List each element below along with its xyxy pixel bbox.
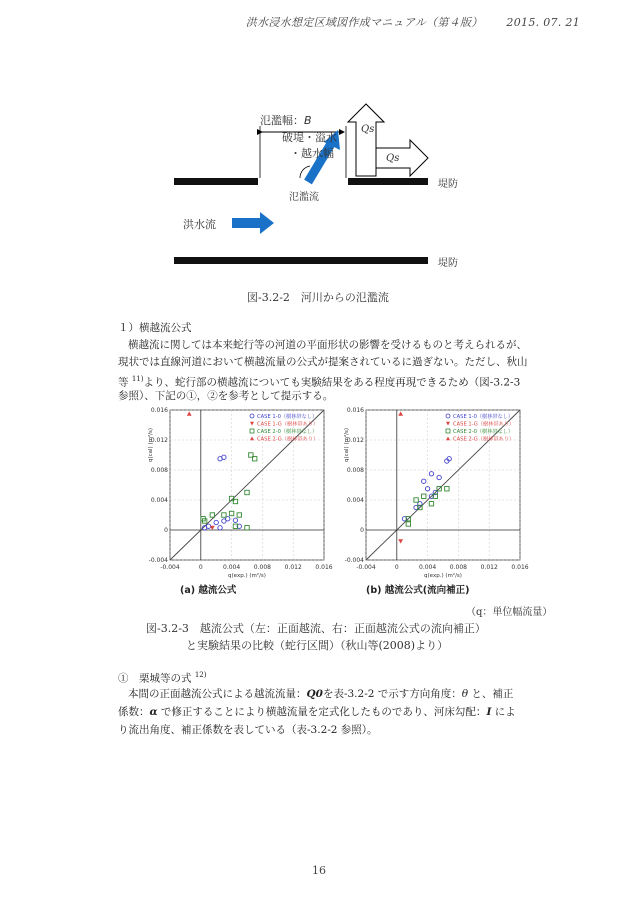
x-tick-label: 0.012 bbox=[480, 564, 498, 571]
legend-label: CASE 1-G（樹林帯あり） bbox=[453, 421, 515, 428]
header-title: 洪水浸水想定区域図作成マニュアル（第４版） bbox=[245, 16, 483, 29]
x-tick-label: 0.012 bbox=[284, 564, 302, 571]
sub-line-1: 本間の正面越流公式による越流流量：Q0を表-3.2-2 で示す方向角度：θ と、補正 bbox=[128, 688, 514, 700]
breach-label-2: ・越水幅 bbox=[290, 147, 334, 160]
sub-line-3: り流出角度、補正係数を表している（表-3.2-2 参照）。 bbox=[118, 724, 378, 736]
y-tick-label: 0.008 bbox=[150, 467, 168, 474]
figure2-caption-2: と実験結果の比較（蛇行区間）（秋山等(2008)より） bbox=[186, 639, 449, 652]
x-tick-label: 0.008 bbox=[253, 564, 271, 571]
para-line-1: 横越流に関しては本来蛇行等の河道の平面形状の影響を受けるものと考えられるが、 bbox=[128, 339, 527, 351]
legend-label: CASE 2-G（樹林帯あり） bbox=[453, 436, 515, 443]
para-line-3: 等 $^{11)}$より、蛇行部の横越流についても実験結果をある程度再現できるため（図-3.2-3 bbox=[118, 375, 521, 389]
scatter-plots bbox=[144, 404, 544, 602]
x-tick-label: 0.004 bbox=[223, 564, 241, 571]
y-tick-label: 0.016 bbox=[346, 407, 364, 414]
y-tick-label: 0.004 bbox=[346, 497, 364, 504]
legend-label: CASE 2-0（樹林帯なし） bbox=[257, 429, 318, 435]
flood-flow-arrow bbox=[232, 212, 274, 234]
x-axis-label: q(exp.) (m²/s) bbox=[424, 573, 462, 579]
x-tick-label: 0.016 bbox=[315, 564, 333, 571]
qs-up-label: Qs bbox=[361, 124, 375, 135]
x-tick-label: -0.004 bbox=[160, 564, 180, 571]
legend-label: CASE 2-G（樹林帯あり） bbox=[257, 436, 319, 443]
sub-line-2: 係数：α で修正することにより横越流量を定式化したものであり、河床勾配：I によ bbox=[118, 706, 516, 718]
y-tick-label: -0.004 bbox=[344, 557, 364, 564]
x-tick-label: 0.004 bbox=[419, 564, 437, 571]
y-tick-label: 0.004 bbox=[150, 497, 168, 504]
y-tick-label: 0.012 bbox=[150, 437, 168, 444]
legend-label: CASE 2-0（樹林帯なし） bbox=[453, 429, 514, 435]
y-axis-label: q(cal) (m²/s) bbox=[148, 427, 154, 463]
page-header bbox=[246, 14, 580, 30]
levee-bottom bbox=[174, 257, 428, 264]
levee-bottom-label: 堤防 bbox=[438, 258, 458, 269]
y-tick-label: 0 bbox=[360, 527, 364, 534]
plot-title: (b) 越流公式(流向補正) bbox=[366, 585, 470, 596]
section-heading: １）横越流公式 bbox=[118, 322, 192, 334]
width-label: 氾濫幅：B bbox=[260, 114, 312, 127]
breach-label-1: 破堤・溢水 bbox=[282, 131, 337, 144]
y-tick-label: 0 bbox=[164, 527, 168, 534]
y-axis-label: q(cal) (m²/s) bbox=[344, 427, 350, 463]
qs-right-arrow bbox=[376, 140, 428, 176]
overflow-diagram bbox=[160, 96, 480, 271]
para-line-2: 現状では直線河道において横越流量の公式が提案されているに過ぎない。ただし、秋山 bbox=[118, 356, 528, 368]
y-tick-label: 0.008 bbox=[346, 467, 364, 474]
y-tick-label: -0.004 bbox=[148, 557, 168, 564]
para-line-4: 参照）、下記の①，②を参考として提示する。 bbox=[118, 390, 334, 402]
levee-top-label: 堤防 bbox=[438, 179, 458, 190]
page-number: 16 bbox=[312, 864, 326, 877]
x-tick-label: 0.008 bbox=[449, 564, 467, 571]
x-axis-label: q(exp.) (m²/s) bbox=[228, 573, 266, 579]
y-tick-label: 0.016 bbox=[150, 407, 168, 414]
subsection-heading: ① 栗城等の式 $^{12)}$ bbox=[118, 671, 207, 685]
legend-label: CASE 1-G（樹林帯あり） bbox=[257, 421, 319, 428]
header-date: 2015. 07. 21 bbox=[506, 16, 580, 29]
y-tick-label: 0.012 bbox=[346, 437, 364, 444]
levee-left bbox=[174, 178, 258, 185]
qs-right-label: Qs bbox=[386, 153, 400, 164]
levee-right bbox=[348, 178, 428, 185]
legend-label: CASE 1-0（樹林帯なし） bbox=[257, 414, 318, 420]
figure2-caption-1: 図-3.2-3 越流公式（左：正面越流、右：正面越流公式の流向補正） bbox=[146, 622, 486, 635]
figure2-note: （q：単位幅流量） bbox=[466, 607, 553, 618]
legend-label: CASE 1-0（樹林帯なし） bbox=[453, 414, 514, 420]
x-tick-label: 0 bbox=[394, 564, 399, 571]
flood-flow-label: 洪水流 bbox=[183, 218, 216, 231]
overflow-label: 氾濫流 bbox=[289, 192, 319, 203]
x-tick-label: -0.004 bbox=[356, 564, 376, 571]
x-tick-label: 0.016 bbox=[511, 564, 529, 571]
figure1-caption: 図-3.2-2 河川からの氾濫流 bbox=[247, 291, 389, 304]
plot-title: (a) 越流公式 bbox=[180, 585, 237, 596]
x-tick-label: 0 bbox=[198, 564, 203, 571]
